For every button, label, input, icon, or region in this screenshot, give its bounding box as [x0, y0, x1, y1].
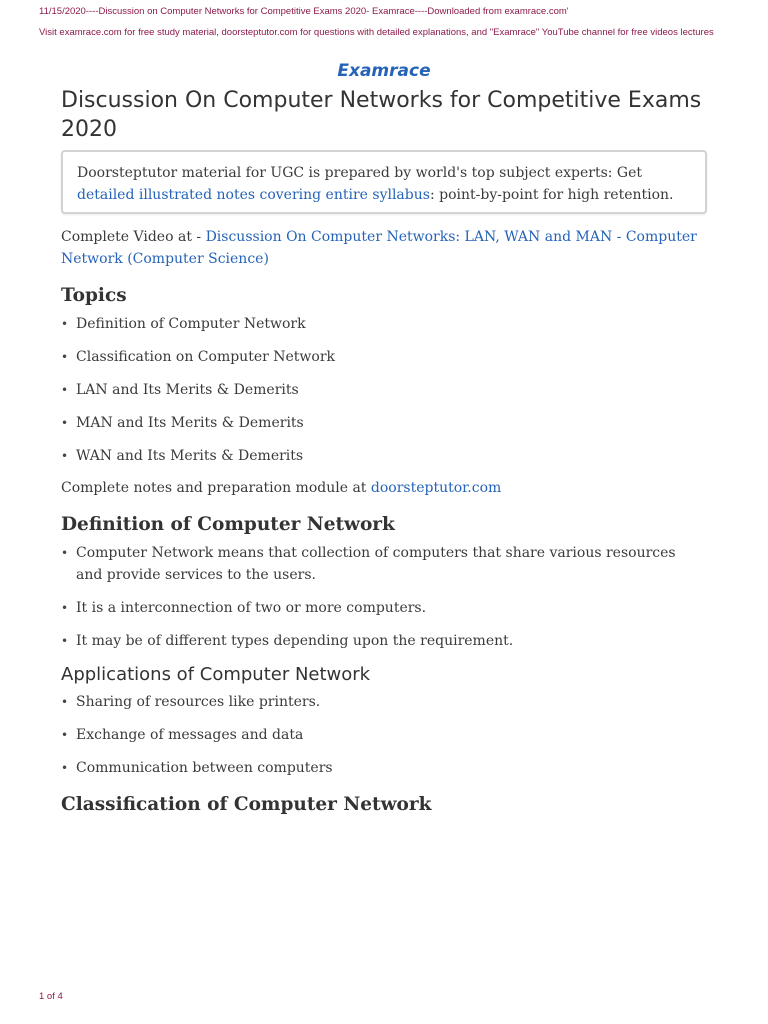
promo-text-end: : point-by-point for high retention.	[429, 187, 674, 203]
topics-heading: Topics	[61, 285, 127, 306]
page-number: 1 of 4	[39, 991, 63, 1002]
list-item: • Exchange of messages and data	[61, 724, 701, 746]
notes-paragraph	[61, 477, 707, 499]
definition-heading: Definition of Computer Network	[61, 514, 395, 535]
brand-logo[interactable]: Examrace	[337, 61, 431, 81]
list-item: • Definition of Computer Network	[61, 313, 701, 335]
promo-link[interactable]: detailed illustrated notes covering entire syllabus	[77, 187, 430, 203]
list-item: • Sharing of resources like printers.	[61, 691, 701, 713]
list-item: • Communication between computers	[61, 757, 701, 779]
list-item: • Computer Network means that collection of computers that share various resources and provide services to the users.	[61, 542, 701, 586]
classification-heading: Classification of Computer Network	[61, 794, 432, 815]
applications-list	[61, 691, 701, 790]
topics-list	[61, 313, 701, 478]
applications-heading: Applications of Computer Network	[61, 664, 371, 685]
promo-box	[61, 150, 707, 214]
list-item: • WAN and Its Merits & Demerits	[61, 445, 701, 467]
list-item: • Classification on Computer Network	[61, 346, 701, 368]
video-link[interactable]: Discussion On Computer Networks: LAN, WAN and MAN - Computer Network (Computer Science)	[61, 229, 697, 267]
video-prefix: Complete Video at -	[61, 229, 206, 245]
list-item: • It may be of different types depending upon the requirement.	[61, 630, 701, 652]
page-title: Discussion On Computer Networks for Competitive Exams 2020	[61, 88, 702, 142]
notes-link[interactable]: doorsteptutor.com	[370, 480, 502, 496]
definition-list	[61, 542, 701, 663]
promo-text: Doorsteptutor material for UGC is prepared by world's top subject experts: Get	[77, 165, 643, 181]
list-item: • MAN and Its Merits & Demerits	[61, 412, 701, 434]
list-item: • LAN and Its Merits & Demerits	[61, 379, 701, 401]
notes-prefix: Complete notes and preparation module at	[61, 480, 371, 496]
video-paragraph	[61, 226, 707, 270]
print-header: 11/15/2020----Discussion on Computer Networks for Competitive Exams 2020- Examrace----Downloaded from examrace.com'	[39, 6, 569, 17]
list-item: • It is a interconnection of two or more computers.	[61, 597, 701, 619]
print-header-note: Visit examrace.com for free study material, doorsteptutor.com for questions with detailed explanations, and "Examrace" YouTube channel for free videos lectures	[39, 27, 714, 38]
